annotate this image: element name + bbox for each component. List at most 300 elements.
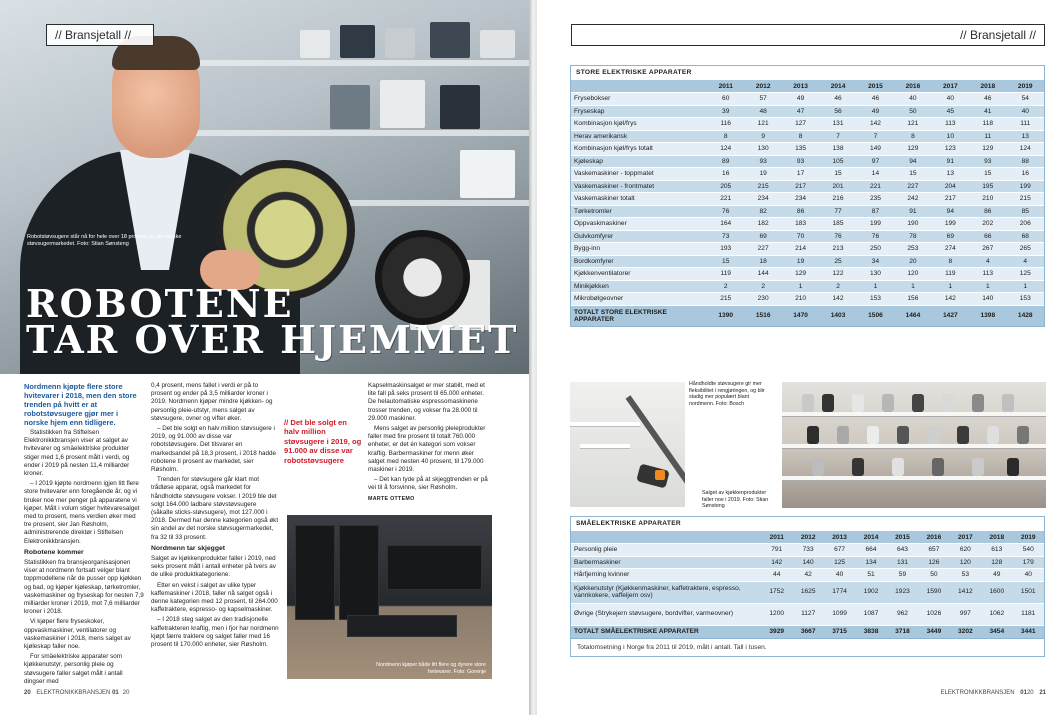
year-header: 2013 — [824, 531, 855, 544]
cell-value: 230 — [744, 293, 781, 306]
table-title: STORE ELEKTRISKE APPARATER — [571, 66, 1044, 80]
cell-value: 76 — [857, 230, 894, 243]
cell-value: 250 — [857, 243, 894, 256]
cell-value: 8 — [932, 255, 969, 268]
cell-value: 215 — [744, 180, 781, 193]
cell-value: 1 — [969, 280, 1006, 293]
cell-value: 59 — [887, 569, 918, 582]
cell-value: 70 — [782, 230, 819, 243]
cell-value: 1923 — [887, 581, 918, 603]
year-header: 2019 — [1013, 531, 1045, 544]
year-header: 2011 — [761, 531, 792, 544]
row-label: TOTALT SMÅELEKTRISKE APPARATER — [571, 625, 761, 638]
appliance — [1007, 458, 1019, 476]
cell-value: 1412 — [950, 581, 981, 603]
cell-value: 7 — [819, 130, 856, 143]
table-row — [571, 143, 1044, 156]
cell-value: 1464 — [894, 305, 931, 326]
issue-number: 01 — [112, 690, 119, 696]
cell-value: 149 — [857, 143, 894, 156]
cell-value: 3667 — [792, 625, 823, 638]
cell-value: 190 — [894, 218, 931, 231]
cell-value: 8 — [894, 130, 931, 143]
table-row — [571, 293, 1044, 306]
appliance — [1002, 394, 1014, 412]
year-header: 2015 — [857, 80, 894, 93]
kitchen-cabinet — [339, 525, 379, 620]
cell-value: 93 — [969, 155, 1006, 168]
cell-value: 69 — [744, 230, 781, 243]
footer-right — [941, 690, 1046, 696]
cell-value: 125 — [1007, 268, 1045, 281]
appliance — [987, 426, 999, 444]
cell-value: 126 — [918, 556, 949, 569]
cell-value: 1200 — [761, 603, 792, 625]
cell-value: 94 — [894, 155, 931, 168]
cell-value: 153 — [857, 293, 894, 306]
cell-value: 643 — [887, 544, 918, 557]
cell-value: 193 — [707, 243, 744, 256]
product-box — [440, 85, 480, 129]
data-table — [571, 80, 1044, 326]
cell-value: 202 — [969, 218, 1006, 231]
cell-value: 1427 — [932, 305, 969, 326]
cell-value: 274 — [932, 243, 969, 256]
table-row — [571, 280, 1044, 293]
cell-value: 77 — [819, 205, 856, 218]
appliance — [837, 426, 849, 444]
kitchen-photo — [287, 515, 492, 679]
cell-value: 210 — [782, 293, 819, 306]
cell-value: 4 — [969, 255, 1006, 268]
cell-value: 199 — [932, 218, 969, 231]
cell-value: 2 — [744, 280, 781, 293]
cell-value: 78 — [894, 230, 931, 243]
cell-value: 221 — [707, 193, 744, 206]
cell-value: 11 — [969, 130, 1006, 143]
cell-value: 253 — [894, 243, 931, 256]
cell-value: 664 — [855, 544, 886, 557]
cell-value: 130 — [857, 268, 894, 281]
cell-value: 19 — [744, 168, 781, 181]
table-row — [571, 218, 1044, 231]
cell-value: 613 — [981, 544, 1012, 557]
data-table — [571, 531, 1044, 638]
row-label: Hårfjerning kvinner — [571, 569, 761, 582]
appliance — [957, 426, 969, 444]
cell-value: 153 — [1007, 293, 1045, 306]
cell-value: 89 — [707, 155, 744, 168]
cell-value: 144 — [744, 268, 781, 281]
cell-value: 46 — [857, 93, 894, 106]
cell-value: 657 — [918, 544, 949, 557]
cell-value: 205 — [707, 180, 744, 193]
cell-value: 127 — [782, 118, 819, 131]
cell-value: 540 — [1013, 544, 1045, 557]
cell-value: 121 — [894, 118, 931, 131]
cell-value: 179 — [1013, 556, 1045, 569]
row-label: Fryseskap — [571, 105, 707, 118]
table-row — [571, 205, 1044, 218]
row-label: Kjøleskap — [571, 155, 707, 168]
year-header: 2011 — [707, 80, 744, 93]
cell-value: 1026 — [918, 603, 949, 625]
cell-value: 91 — [894, 205, 931, 218]
cell-value: 121 — [744, 118, 781, 131]
cell-value: 46 — [819, 93, 856, 106]
cell-value: 10 — [932, 130, 969, 143]
appliance — [1017, 426, 1029, 444]
cell-value: 3202 — [950, 625, 981, 638]
row-label: Barbermaskiner — [571, 556, 761, 569]
row-label: Minikjøkken — [571, 280, 707, 293]
cell-value: 57 — [744, 93, 781, 106]
cell-value: 125 — [824, 556, 855, 569]
cell-value: 227 — [744, 243, 781, 256]
row-label: Bordkomfyrer — [571, 255, 707, 268]
cell-value: 40 — [1013, 569, 1045, 582]
cell-value: 1 — [932, 280, 969, 293]
cell-value: 49 — [782, 93, 819, 106]
cell-value: 76 — [819, 230, 856, 243]
table-row — [571, 268, 1044, 281]
appliance — [852, 458, 864, 476]
cell-value: 1428 — [1007, 305, 1045, 326]
cell-value: 1902 — [855, 581, 886, 603]
cell-value: 217 — [782, 180, 819, 193]
year-header: 2012 — [792, 531, 823, 544]
appliance — [897, 426, 909, 444]
cell-value: 234 — [744, 193, 781, 206]
cell-value: 1062 — [981, 603, 1012, 625]
cell-value: 82 — [744, 205, 781, 218]
store-shelf — [190, 130, 530, 136]
cell-value: 2 — [819, 280, 856, 293]
year-header: 2018 — [969, 80, 1006, 93]
kitchen-island — [347, 615, 457, 637]
appliance — [927, 426, 939, 444]
store-shelf — [190, 60, 530, 66]
cell-value: 73 — [707, 230, 744, 243]
cell-value: 40 — [894, 93, 931, 106]
table-row — [571, 243, 1044, 256]
article-paragraph: – I 2018 steg salget av den tradisjonelle kaffetrakteren kraftig, men i fjor har nordmenn kjøpt færre traktere og salget faller med 16 prosent til 170.000 enheter, sier Røsholm. — [151, 616, 279, 649]
table-total-row — [571, 305, 1044, 326]
cell-value: 85 — [1007, 205, 1045, 218]
footer-left — [24, 690, 129, 696]
cell-value: 94 — [932, 205, 969, 218]
cell-value: 204 — [932, 180, 969, 193]
cell-value: 216 — [819, 193, 856, 206]
cell-value: 1506 — [857, 305, 894, 326]
photo-caption: Robotstøvsugere står nå for hele over 18 prosent av det norske støvsugermarkedet. Foto: Stian Sønsteng — [27, 234, 182, 247]
year-header: 2017 — [950, 531, 981, 544]
cell-value: 267 — [969, 243, 1006, 256]
year-header: 2016 — [918, 531, 949, 544]
cell-value: 54 — [1007, 93, 1045, 106]
cell-value: 50 — [918, 569, 949, 582]
cell-value: 234 — [782, 193, 819, 206]
section-tag: // Bransjetall // — [46, 24, 154, 46]
cell-value: 8 — [782, 130, 819, 143]
cell-value: 199 — [1007, 180, 1045, 193]
cell-value: 129 — [782, 268, 819, 281]
row-label: Vaskemaskiner - toppmatet — [571, 168, 707, 181]
table-small-appliances — [570, 516, 1045, 657]
cell-value: 997 — [950, 603, 981, 625]
cell-value: 213 — [819, 243, 856, 256]
appliance — [852, 394, 864, 412]
cell-value: 1 — [782, 280, 819, 293]
article-paragraph: Etter en vekst i salget av ulike typer kaffemaskiner i 2018, faller nå salget også i denne kategorien med 12 prosent, til 264.000 kaffetraktere, espresso- og kapselmaskiner. — [151, 581, 278, 614]
cell-value: 17 — [782, 168, 819, 181]
cell-value: 1774 — [824, 581, 855, 603]
kitchen-cabinet — [387, 545, 482, 590]
stick-vacuum-photo — [570, 382, 685, 507]
cell-value: 119 — [932, 268, 969, 281]
cell-value: 1 — [1007, 280, 1045, 293]
year-header: 2012 — [744, 80, 781, 93]
issue-number: 01 — [1020, 690, 1027, 696]
row-label: Gulvkomfyrer — [571, 230, 707, 243]
cell-value: 47 — [782, 105, 819, 118]
cell-value: 42 — [792, 569, 823, 582]
cell-value: 791 — [761, 544, 792, 557]
issue-year: 20 — [122, 690, 130, 696]
cell-value: 15 — [707, 255, 744, 268]
store-shelf — [782, 412, 1046, 417]
article-paragraph: Trenden for støvsugere går klart mot trådløse apparat, også markedet for håndholdte støvsugere vokser. I 2019 ble det solgt 164.000 ladbare støvstøvsugere (såkalte sticks-støvsugere), mot 127.000 i 2018. Dermed har denne kategorien også økt sin andel av det norske støvsugermarkedet, fra 32 til 33 prosent. — [151, 476, 279, 541]
cell-value: 217 — [932, 193, 969, 206]
cell-value: 199 — [857, 218, 894, 231]
appliance — [892, 458, 904, 476]
cell-value: 76 — [707, 205, 744, 218]
article-paragraph: Salget av kjøkkenprodukter faller i 2019, ned seks prosent målt i antall enheter på tvers av de ulike produktkategoriene. — [151, 555, 276, 579]
row-label: Vaskemaskiner totalt — [571, 193, 707, 206]
cell-value: 50 — [894, 105, 931, 118]
cell-value: 116 — [707, 118, 744, 131]
appliance — [812, 458, 824, 476]
cell-value: 49 — [857, 105, 894, 118]
appliance — [972, 458, 984, 476]
cell-value: 164 — [707, 218, 744, 231]
appliance — [972, 394, 984, 412]
article-column-3 — [368, 382, 488, 505]
cell-value: 129 — [894, 143, 931, 156]
cell-value: 123 — [932, 143, 969, 156]
cell-value: 86 — [782, 205, 819, 218]
cell-value: 87 — [857, 205, 894, 218]
cell-value: 68 — [1007, 230, 1045, 243]
table-header-row — [571, 531, 1044, 544]
cell-value: 206 — [1007, 218, 1045, 231]
year-header: 2017 — [932, 80, 969, 93]
cell-value: 201 — [819, 180, 856, 193]
product-box — [340, 25, 375, 58]
cell-value: 135 — [782, 143, 819, 156]
article-paragraph: – Det kan tyde på at skjeggtrenden er på vei til å forsvinne, sier Røsholm. — [368, 476, 488, 492]
cell-value: 131 — [887, 556, 918, 569]
article-paragraph: For smäelektriske apparater som kjøkkenutstyr, personlig pleie og støvsugere faller salget målt i antall dingser med — [24, 653, 123, 685]
article-paragraph: Statistikken fra bransjeorganisasjonen viser at nordmenn fortsatt velger blant toppmodellene når de pusser opp kjøkken og bad, og kjøper kjøleskap, tørketromler, vaskemaskiner og fryseskap for nesten 7,9 milliarder kroner i 2019, mot 7,6 milliarder kroner i 2018. — [24, 559, 144, 616]
cell-value: 7 — [857, 130, 894, 143]
cell-value: 142 — [857, 118, 894, 131]
table-row — [571, 93, 1044, 106]
table-note: Totalomsetning i Norge fra 2011 til 2019, målt i antall. Tall i tusen. — [571, 638, 1044, 656]
cell-value: 113 — [969, 268, 1006, 281]
cell-value: 134 — [855, 556, 886, 569]
cell-value: 86 — [969, 205, 1006, 218]
year-header: 2014 — [855, 531, 886, 544]
product-box — [330, 85, 370, 129]
cell-value: 93 — [744, 155, 781, 168]
cell-value: 1403 — [819, 305, 856, 326]
table-row — [571, 193, 1044, 206]
cell-value: 45 — [932, 105, 969, 118]
cell-value: 1099 — [824, 603, 855, 625]
cell-value: 91 — [932, 155, 969, 168]
cell-value: 60 — [707, 93, 744, 106]
article-paragraph: Mens salget av personlig pleieprodukter faller med fire prosent til totalt 760.000 enheter, er det én kategori som vokser kraftig. Barbermaskiner for menn øker salget med nesten 40 prosent, til 179.000 maskiner i 2019. — [368, 425, 486, 474]
cell-value: 142 — [761, 556, 792, 569]
cell-value: 19 — [782, 255, 819, 268]
article-subhead: Nordmenn tar skjegget — [151, 544, 226, 552]
cell-value: 140 — [969, 293, 1006, 306]
year-header: 2018 — [981, 531, 1012, 544]
cell-value: 182 — [744, 218, 781, 231]
article-paragraph: Kapselmaskinsalget er mer stabilt, med et lite fall på seks prosent til 65.000 enheter. De helautomatiske espressomaskinene trosser trenden, og vokser fra 28.000 til 29.000 maskiner. — [368, 382, 485, 422]
appliance — [802, 394, 814, 412]
cell-value: 1501 — [1013, 581, 1045, 603]
cell-value: 46 — [969, 93, 1006, 106]
cell-value: 16 — [707, 168, 744, 181]
cell-value: 128 — [981, 556, 1012, 569]
product-box — [380, 80, 425, 128]
cell-value: 130 — [744, 143, 781, 156]
cell-value: 3718 — [887, 625, 918, 638]
article-paragraph: – I 2019 kjøpte nordmenn igjen litt flere store hvitevarer enn foregående år, og vi bruker noe mer penger på apparatene vi kjøper. Målt i volum stiger hvitevaresalget med to prosent, mens verdien øker med tre prosent, sier Jan Røsholm, administrerende direktør i Stiftelsen Elektronikkbransjen. — [24, 480, 140, 545]
product-box — [385, 28, 415, 58]
magazine-name: ELEKTRONIKKBRANSJEN — [940, 690, 1015, 696]
cell-value: 1127 — [792, 603, 823, 625]
cell-value: 13 — [1007, 130, 1045, 143]
issue-year: 20 — [1026, 690, 1034, 696]
table-title: SMÅELEKTRISKE APPARATER — [571, 517, 1044, 531]
cell-value: 20 — [894, 255, 931, 268]
headline — [26, 281, 526, 362]
article-column-2 — [151, 382, 279, 651]
page-number: 21 — [1039, 690, 1046, 696]
cell-value: 138 — [819, 143, 856, 156]
cell-value: 41 — [969, 105, 1006, 118]
row-label: TOTALT STORE ELEKTRISKE APPARATER — [571, 305, 707, 326]
cell-value: 34 — [857, 255, 894, 268]
row-label: Kjøkkenutstyr (Kjøkkenmaskiner, kaffetraktere, espresso, vannkokere, vaffeljern osv) — [571, 581, 761, 603]
magazine-name: ELEKTRONIKKBRANSJEN — [36, 690, 111, 696]
cell-value: 1390 — [707, 305, 744, 326]
cell-value: 156 — [894, 293, 931, 306]
table-row — [571, 168, 1044, 181]
table-row — [571, 569, 1044, 582]
cell-value: 2 — [707, 280, 744, 293]
cell-value: 69 — [932, 230, 969, 243]
year-header: 2015 — [887, 531, 918, 544]
cell-value: 235 — [857, 193, 894, 206]
cell-value: 93 — [782, 155, 819, 168]
table-row — [571, 230, 1044, 243]
cell-value: 18 — [744, 255, 781, 268]
cell-value: 185 — [819, 218, 856, 231]
store-shelf — [782, 444, 1046, 449]
table-row — [571, 556, 1044, 569]
cell-value: 15 — [969, 168, 1006, 181]
cell-value: 733 — [792, 544, 823, 557]
cell-value: 120 — [894, 268, 931, 281]
article-paragraph: Vi kjøper flere fryseskoker, oppvaskmaskiner, ventilatorer og vaskemaskiner i 2018, mens salget av kjøleskap faller noe. — [24, 618, 131, 651]
cell-value: 129 — [969, 143, 1006, 156]
article-intro: Nordmenn kjøpte flere store hvitevarer i 2018, men den store trenden på hvitt er at robotstøvsugere gjør mer i norske hjem enn tidligere. — [24, 382, 137, 427]
cell-value: 48 — [744, 105, 781, 118]
cell-value: 13 — [932, 168, 969, 181]
table-row — [571, 255, 1044, 268]
cell-value: 3441 — [1013, 625, 1045, 638]
store-caption: Salget av kjøkkenprodukter faller noe i 2019. Foto: Stian Sønsteng — [702, 490, 769, 510]
cell-value: 1398 — [969, 305, 1006, 326]
cell-value: 1470 — [782, 305, 819, 326]
year-header: 2019 — [1007, 80, 1045, 93]
row-label: Øvrige (Strykejern støvsugere, bordvifter, varmeovner) — [571, 603, 761, 625]
row-label: Frysebokser — [571, 93, 707, 106]
cell-value: 44 — [761, 569, 792, 582]
appliance — [867, 426, 879, 444]
cell-value: 1516 — [744, 305, 781, 326]
wall-shelf — [580, 444, 630, 449]
cell-value: 56 — [819, 105, 856, 118]
table-row — [571, 155, 1044, 168]
cell-value: 1600 — [981, 581, 1012, 603]
appliance — [942, 394, 954, 412]
cell-value: 3449 — [918, 625, 949, 638]
cell-value: 40 — [932, 93, 969, 106]
cell-value: 25 — [819, 255, 856, 268]
cell-value: 3929 — [761, 625, 792, 638]
cell-value: 120 — [950, 556, 981, 569]
cell-value: 119 — [707, 268, 744, 281]
cell-value: 15 — [894, 168, 931, 181]
cell-value: 142 — [932, 293, 969, 306]
cell-value: 265 — [1007, 243, 1045, 256]
cell-value: 1 — [894, 280, 931, 293]
kitchen-caption: Nordmenn kjøper både litt flere og dyrere store hvitevarer. Foto: Gorenje — [376, 662, 486, 675]
cell-value: 3715 — [824, 625, 855, 638]
cell-value: 14 — [857, 168, 894, 181]
cell-value: 49 — [981, 569, 1012, 582]
year-header: 2016 — [894, 80, 931, 93]
cell-value: 118 — [969, 118, 1006, 131]
table-row — [571, 118, 1044, 131]
hero-photo — [0, 0, 530, 374]
cell-value: 1181 — [1013, 603, 1045, 625]
cell-value: 53 — [950, 569, 981, 582]
pull-quote: // Det ble solgt en halv million støvsugere i 2019, og 91.000 av disse var robotstøvsugere — [284, 418, 362, 465]
article-paragraph: Statistikken fra Stiftelsen Elektronikkbransjen viser at salget av hvitevarer og smäelektriske produkter stiger med 1,6 prosent målt i verdi, og ender i 2019 på nesten 11,4 milliarder kroner. — [24, 429, 130, 478]
cell-value: 124 — [707, 143, 744, 156]
row-label: Herav amerikansk — [571, 130, 707, 143]
cell-value: 620 — [950, 544, 981, 557]
table-row — [571, 105, 1044, 118]
cell-value: 195 — [969, 180, 1006, 193]
row-label: Kombinasjon kjøl/frys — [571, 118, 707, 131]
